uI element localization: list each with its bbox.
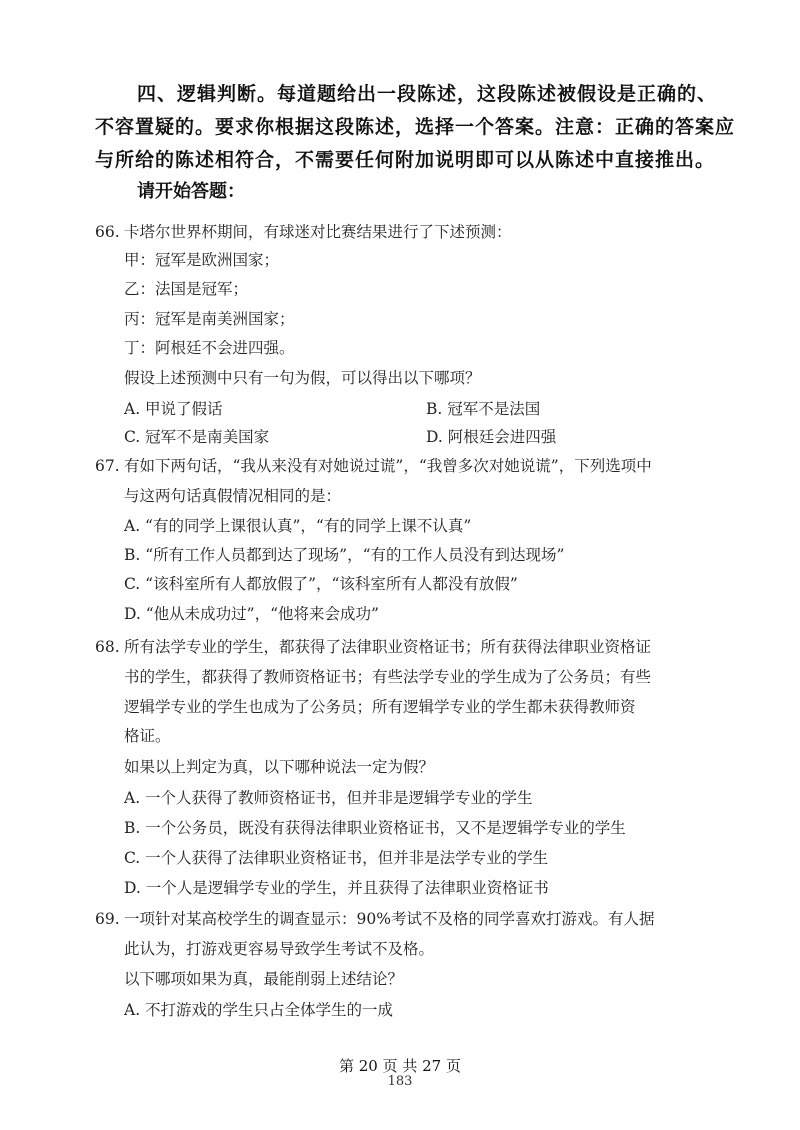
question-67-option-a: A. “有的同学上课很认真”，“有的同学上课不认真” [124,517,472,535]
question-66-option-d: D. 阿根廷会进四强 [426,428,557,446]
question-66-stem: 卡塔尔世界杯期间，有球迷对比赛结果进行了下述预测： [124,223,512,241]
question-68-option-c: C. 一个人获得了法律职业资格证书，但并非是法学专业的学生 [124,849,549,867]
start-prompt: 请开始答题： [137,181,245,202]
question-67-option-b: B. “所有工作人员都到达了现场”，“有的工作人员没有到达现场” [124,546,565,564]
page-indicator: 第 20 页 共 27 页 [338,1057,461,1075]
question-68-stem-line-3: 逻辑学专业的学生也成为了公务员；所有逻辑学专业的学生都未获得教师资 [124,698,636,716]
question-67-option-d: D. “他从未成功过”，“他将来会成功” [124,605,379,623]
question-67-number: 67. [95,457,120,475]
question-68-ask: 如果以上判定为真，以下哪种说法一定为假？ [124,758,435,776]
question-66-number: 66. [95,223,120,241]
question-68-number: 68. [95,638,120,656]
question-67-stem-line-1: 有如下两句话，“我从来没有对她说过谎”，“我曾多次对她说谎”，下列选项中 [124,457,652,475]
question-66-option-b: B. 冠军不是法国 [426,400,541,418]
question-66-statement-4: 丁：阿根廷不会进四强。 [124,339,295,357]
question-68-stem-line-4: 格证。 [124,727,171,745]
question-66-ask: 假设上述预测中只有一句为假，可以得出以下哪项？ [124,369,481,387]
section-instructions: 四、逻辑判断。每道题给出一段陈述，这段陈述被假设是正确的、不容置疑的。要求你根据这段陈述，选择一个答案。注意：正确的答案应与所给的陈述相符合，不需要任何附加说明即可以从陈述中直接推出。 [95,83,736,171]
question-68-option-b: B. 一个公务员，既没有获得法律职业资格证书，又不是逻辑学专业的学生 [124,819,626,837]
question-68-stem-line-1: 所有法学专业的学生，都获得了法律职业资格证书；所有获得法律职业资格证 [124,638,652,656]
question-67-stem-line-2: 与这两句话真假情况相同的是： [124,487,342,505]
question-67-option-c: C. “该科室所有人都放假了”，“该科室所有人都没有放假” [124,575,518,593]
question-68-option-a: A. 一个人获得了教师资格证书，但并非是逻辑学专业的学生 [124,789,533,807]
question-66-statement-1: 甲：冠军是欧洲国家； [124,251,280,269]
question-66-option-c: C. 冠军不是南美国家 [124,428,270,446]
question-68-option-d: D. 一个人是逻辑学专业的学生，并且获得了法律职业资格证书 [124,879,549,897]
question-69-stem-line-2: 此认为，打游戏更容易导致学生考试不及格。 [124,940,435,958]
question-66-option-a: A. 甲说了假话 [124,400,223,418]
question-66-statement-2: 乙：法国是冠军； [124,280,249,298]
question-69-option-a: A. 不打游戏的学生只占全体学生的一成 [124,1001,394,1019]
question-69-number: 69. [95,910,120,928]
question-68-stem-line-2: 书的学生，都获得了教师资格证书；有些法学专业的学生成为了公务员；有些 [124,668,652,686]
page-serial-number: 183 [387,1074,413,1089]
question-69-ask: 以下哪项如果为真，最能削弱上述结论？ [124,970,404,988]
question-69-stem-line-1: 一项针对某高校学生的调查显示：90%考试不及格的同学喜欢打游戏。有人据 [124,910,655,928]
question-66-statement-3: 丙：冠军是南美洲国家； [124,310,295,328]
